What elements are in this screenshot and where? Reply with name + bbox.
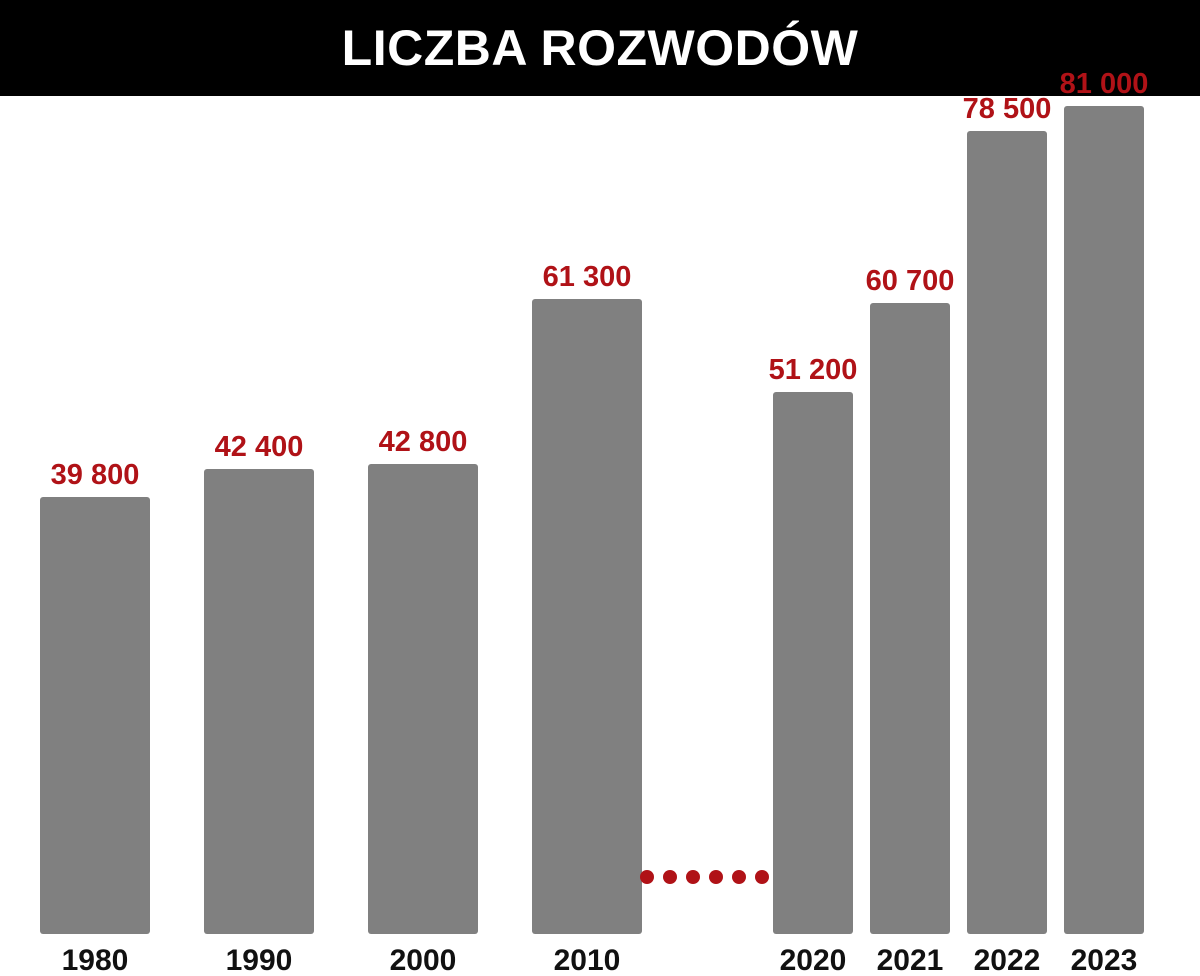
break-dot-icon — [755, 870, 769, 884]
bar-rect — [870, 303, 950, 934]
bar-category-label: 2021 — [876, 944, 944, 976]
bar-rect — [40, 497, 150, 934]
bar-group-2000 — [368, 428, 478, 976]
break-dot-icon — [686, 870, 700, 884]
bar-value-label: 81 000 — [1059, 68, 1149, 100]
bar-value-label: 61 300 — [542, 261, 632, 293]
bar-group-2021 — [865, 265, 955, 976]
bar-category-label: 2022 — [973, 944, 1041, 976]
bar-category-label: 2010 — [553, 944, 621, 976]
chart-plot-area — [0, 68, 1200, 976]
bar-value-label: 42 800 — [378, 426, 468, 458]
bar-group-2022 — [962, 93, 1052, 976]
bar-rect — [967, 131, 1047, 934]
bar-rect — [368, 464, 478, 934]
bar-rect — [532, 299, 642, 934]
bar-value-label: 42 400 — [214, 431, 304, 463]
bar-category-label: 2000 — [389, 944, 457, 976]
break-dot-icon — [640, 870, 654, 884]
bar-category-label: 1990 — [225, 944, 293, 976]
break-dot-icon — [709, 870, 723, 884]
chart-title-bar — [0, 0, 1200, 96]
axis-break-dots — [640, 870, 769, 884]
bar-rect — [1064, 106, 1144, 934]
bar-category-label: 2020 — [779, 944, 847, 976]
bar-group-1980 — [40, 461, 150, 976]
bar-rect — [773, 392, 853, 934]
bar-category-label: 2023 — [1070, 944, 1138, 976]
bar-value-label: 51 200 — [768, 354, 858, 386]
break-dot-icon — [732, 870, 746, 884]
bar-group-2020 — [768, 354, 858, 976]
bar-category-label: 1980 — [61, 944, 129, 976]
bar-value-label: 39 800 — [50, 459, 140, 491]
bar-group-2023 — [1059, 68, 1149, 976]
bar-group-1990 — [204, 433, 314, 976]
page-title: LICZBA ROZWODÓW — [341, 20, 859, 76]
bar-value-label: 60 700 — [865, 265, 955, 297]
break-dot-icon — [663, 870, 677, 884]
bar-value-label: 78 500 — [962, 93, 1052, 125]
bar-group-2010 — [532, 263, 642, 976]
bar-rect — [204, 469, 314, 934]
